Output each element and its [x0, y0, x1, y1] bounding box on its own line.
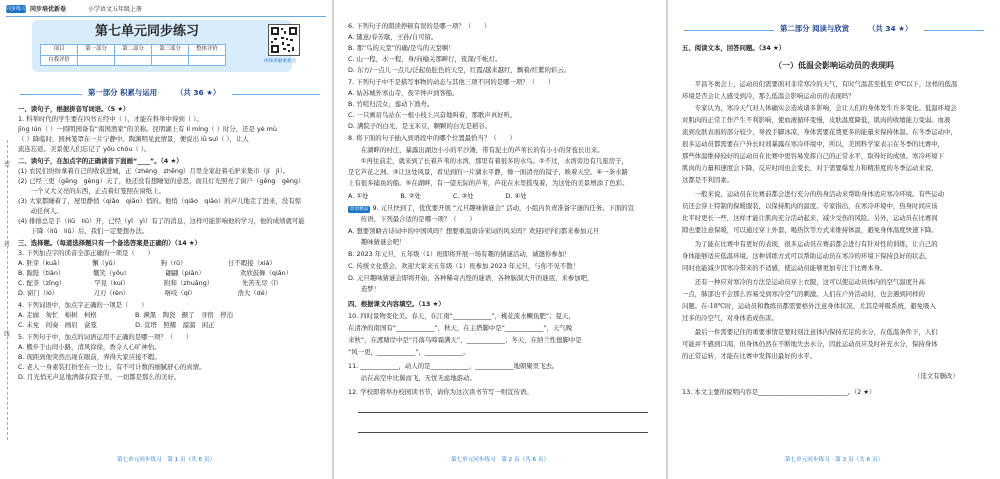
page-footer: 第七单元同步练习 第 2 页（共 6 页）: [450, 457, 550, 463]
passage-line: 上有很多捕鱼的船。⑤在湖畔，有一望无际的芦苇，芦花在水里摇曳着，为这处的美景增添了色彩。: [348, 179, 629, 187]
section-title: 第二部分 阅读与欣赏: [780, 24, 850, 33]
option-line: B. 现距到他突然出现在眼前，弄得大家应接不暇。: [18, 353, 161, 361]
table-cell[interactable]: [115, 55, 152, 66]
option-line: A. ①处 B. ②处 C. ③处 D. ④处: [348, 192, 527, 200]
section-title: 第一部分 积累与运用: [88, 88, 158, 97]
answer-line[interactable]: [358, 432, 648, 433]
option-line: A. 姑苏城外寒山寺，夜半钟声到客船。: [348, 89, 459, 97]
option-line: A. 想要领略古诗词中的中国风吗？想要重温唐诗宋词的风采吗？欢迎同学们都来参加元旦: [348, 227, 600, 235]
question-line: 一个又大又亮的东西，正点着灯笼照在窗纸上。: [18, 187, 165, 195]
section-rule: [20, 94, 82, 95]
section-rule: [232, 94, 320, 95]
option-line: A. 搬步于山间小路，清风徐徐，香令人心旷神怡。: [18, 343, 161, 351]
question-heading: 一、读句子，根据拼音写词语。（5 ★）: [18, 105, 130, 113]
section-header-1: [20, 88, 320, 100]
table-cell[interactable]: [189, 55, 226, 66]
article-line: 为了能在比赛中有更好的表现，很多运动员在赛前都会进行有针对性的训练，让自己的: [682, 240, 938, 248]
question-line: (2) 已经三更（gēng gèng）天了，他还没有想睡觉的意思，而且灯光照亮了窗户（gēng gèng）: [18, 177, 305, 185]
qr-caption: 视频讲解重难点: [263, 59, 297, 64]
question-line: 动任何人。: [18, 207, 63, 215]
option-line: D. 元旦趣味猜谜会即将开始，各种稀奇古怪的谜语，各种脑洞大开的谜底，来参加吧，: [348, 274, 594, 282]
question-line: 3. 下列加点字的读音全部正确的一项是（ ）: [18, 249, 154, 257]
question-heading: 二、读句子，在加点字的正确读音下面画“____”。（4 ★）: [18, 157, 183, 165]
question-line: (1) 农民们纷纷拿着自己的收获进城，正（zhèng zhēng）月里全家赶着毛驴来集市（jí jì）。: [18, 167, 290, 175]
option-line: A. 随意/春芳歇，王孙/自可留。: [348, 33, 438, 41]
option-line: B. 那“鸟的天堂”的确/是鸟的天堂啊！: [348, 44, 455, 52]
option-line: D. 东方/一点儿一点儿/泛起鱼肚色的天空，红霞/越来越红，飘着/红紫的彩云。: [348, 66, 571, 74]
passage-line: 是它芦花之洲。③让这处风景，看见到的一片湖水平静，像一面清亮的镜子，映着天空。④一条水路: [348, 168, 628, 176]
question-line: 8. 将下面的句子插入到语段中的哪个位置最恰当？（ ）: [348, 134, 516, 142]
page-2: [334, 0, 666, 479]
option-line: D. 窗门（ló） 刀刃（rèn） 咯吱（qí） 浩大（dé）: [18, 289, 272, 297]
option-line: A. 胚芽（kuā） 懈（yǔ） 狗（rǔ） 日不暇接（xiá）: [18, 259, 276, 267]
question-heading: 三、选择题。（每道选择题只有一个备选答案是正确的）（14 ★）: [18, 239, 201, 247]
question-line: 12. 学校即将举办校园读书节，请你为这次读书节写一则宣传语。: [348, 388, 533, 396]
self-eval-table: [40, 44, 226, 66]
question-line: 流连忘返。美景使人们忘记了 yōu chóu（ ）。: [18, 145, 151, 153]
table-cell[interactable]: [152, 55, 189, 66]
question-line: 站在高空中比翼而飞，无忧无虑地游动。: [348, 374, 476, 382]
article-title: （一）低温会影响运动员的表现吗: [774, 60, 894, 70]
article-line: 专家认为，寒冷天气对人体确实会造成诸多影响，会让人们的身体发生许多变化。低温环境会: [682, 104, 957, 112]
article-line: 同时也能减少因寒冷带来的不适感，使运动员能够更加专注于比赛本身。: [682, 264, 887, 272]
question-line: 6. 下列句子的朗读停顿有误的是哪一项？（ ）: [348, 22, 491, 30]
table-header-cell: 第二部分: [115, 45, 152, 56]
page-footer: 第七单元同步练习 第 3 页（共 6 页）: [784, 457, 884, 463]
article-source: （选文有删改）: [914, 372, 959, 380]
question-line: 5. 下列句子中，加点的词语运用不正确的是哪一项？（ ）: [18, 333, 193, 341]
unit-title: 第七单元同步练习: [94, 24, 199, 39]
article-line: 的正常运转，才能在比赛中发挥出最好的水平。: [682, 352, 817, 360]
section-rule: [684, 30, 774, 31]
option-line: A. 走廊 匆忙 棉树 柯格 B. 濒黑 陶瓷 颤了 寻宿 停泊: [18, 311, 233, 319]
article-line: 过多的冷空气，对身体造成伤害。: [682, 314, 778, 322]
table-header-cell: 项目: [41, 45, 78, 56]
question-line: 下降（liǔ liǔ）后，我们一定要想办法。: [18, 227, 149, 235]
question-line: 4. 下列词语中，加点字正确的一项是（ ）: [18, 301, 148, 309]
section-header-2: [684, 24, 984, 36]
question-line: “风一更，____________”，____________。: [348, 348, 470, 356]
seal-line: [7, 140, 8, 440]
section-score: （共 36 ★）: [176, 88, 221, 97]
question-line: (4) 排排总是手（liǔ liǔ）开，已经（yǐ yì）有了的消息，这样可能影响他的学习，他的成绩就可能: [18, 217, 305, 225]
header-badge: [6, 5, 26, 13]
article-line: 环境是否会让人感受到冷，那么低温会影响运动员的表现吗？: [682, 92, 855, 100]
article-line: 比平时更长一些，这样才能让肌肉充分活动起来，减少受伤的风险。另外，运动员在比赛间: [682, 214, 938, 222]
option-line: B. 2023 年元旦，五年级（1）班即将开展一场有趣的猜谜活动，诚邀你参加！: [348, 250, 571, 258]
question-line: [348, 204, 634, 214]
section-rule: [924, 30, 984, 31]
passage-line: 在湖畔的村庄，暴露出湖边小小的平沙滩，带有泥土的芦苇长的有小小的芽苞长出来。: [348, 146, 604, 154]
section-score: （共 34 ★）: [868, 24, 913, 33]
article-line: 问题。在-18℃时，运动员和教练员都需要格外注意身体状况，尤其是呼吸系统，避免吸入: [682, 302, 936, 310]
article-line: 对肌肉的正常工作产生不利影响，使血液循环变慢，皮肤温度降低，肌肉的收缩能力变弱。血液: [682, 116, 951, 124]
page-1: [0, 0, 332, 479]
question-text: 9. 元旦快到了，优优要开展 “元旦趣味猜谜会” 活动，小组内负责准备字谜的任务。下面的宣: [372, 204, 635, 212]
option-line: C. 山一程，水一程，身/向榆关那畔行，夜深/千帐灯。: [348, 55, 502, 63]
question-line: 13. 本文主要的说明内容是____________________________。（2 ★）: [682, 388, 876, 396]
article-line: 流到皮肤表面的部分较少，导致手脚冰凉，身体需要花费更多的能量来保持体温。在冬季运动中，: [682, 128, 957, 136]
question-line: 传语，下列最合适的是哪一项？（ ）: [348, 215, 476, 223]
page-3: [668, 0, 1000, 479]
option-line: B. 竹喧归浣女，莲动下渔舟。: [348, 100, 434, 108]
header-badge-label: 同步练习: [6, 6, 27, 12]
seal-char: 封: [4, 241, 11, 248]
question-line: 来秋”，在渡塘岸中是“月落乌啼霜满天”，____________；冬天，在纳兰性德脚中是: [348, 336, 582, 344]
option-line: D. 满院子的白光，是玉米豆，颗颗的白光是稻谷。: [348, 122, 492, 130]
passage-line: ①再往前走，就来到了长着芦苇的水湾，那里有着很多的水鸟。②不过，水湾旁边有几座房子，: [348, 157, 628, 165]
option-line: D. 月光悄无声息地洒落在院子里，一切都是那么的美好。: [18, 373, 181, 381]
question-heading: 五、阅读文本，回答问题。（34 ★）: [682, 44, 786, 52]
option-line: C. 未免 间奏 画眉 盒笼 D. 宣塔 照耀 溜溜 闲正: [18, 321, 215, 329]
article-line: 那些体温维持较好的运动员在比赛中更容易发挥自己的正常水平，取得好的成绩。寒冷环境下: [682, 152, 945, 160]
book-subject: 小学语文五年级上册: [88, 6, 143, 13]
question-heading: 四、根据课文内容填空。（13 ★）: [348, 300, 445, 308]
option-line: B. 跪陛（tiān） 慨笑（yōu） 翩翩（piān） 欢欣鼓舞（qiǎn）: [18, 269, 293, 277]
page-footer: 第七单元同步练习 第 1 页（共 6 页）: [116, 457, 216, 463]
article-line: 可能并不感到口渴，但身体仍然在不断地失去水分，因此运动员应及时补充水分，保持身体: [682, 340, 938, 348]
question-line: （ ）降临时，园林笼罩在一片宁静中。陶渊明见此情景，便说出 lǜ suì（ ），让人: [18, 135, 249, 143]
page-header-strip: [6, 4, 326, 17]
table-cell[interactable]: [78, 55, 115, 66]
question-line: 7. 下列句子中不是描写事物的动态与其他三项不同的是哪一项？（ ）: [348, 78, 555, 86]
article-line: 身体能够适应低温环境。这种训练方式可以帮助运动员在寒冷的环境下保持良好的状态，: [682, 252, 932, 260]
option-line: C. 配茶（zǐng） 罕見（kuí） 附和（zhuāng） 先苦无尽（ǐ）: [18, 279, 283, 287]
article-line: 这都是不利因素。: [682, 176, 734, 184]
original-tag: 原创精品: [350, 207, 369, 212]
article-line: 隙也要注意保暖，可以通过穿上外套、喝热饮等方式来维持体温，避免身体温度快速下降。: [682, 226, 938, 234]
answer-line[interactable]: [358, 412, 648, 413]
option-line: 造梦！: [348, 285, 380, 293]
option-line: C. 传统文化盛会，欢迎大家来五年级（1）班参加 2023 年元旦，与你不见不散！: [348, 262, 580, 270]
question-line: (3) 大家都睡着了，屋里静悄（qiǎo qiāo）悄的。他悄（qiǎo qiāo）的声儿地走了进来，没有惊: [18, 197, 301, 205]
question-line: 1. 科举时代的学生要在四书五经中（ ），才能在科举中得到（ ）。: [18, 115, 203, 123]
option-line: C. 老人一身素装打扮坐在一边上，有不可计数的细腻舒心的真情。: [18, 363, 206, 371]
article-line: 还有一种应对寒冷的方法是运动员穿上衣服，这可以使运动员体内的空气温度升高: [682, 278, 925, 286]
question-line: 在清净的南国有“____________”，秋天，在主塔脚中是“____________”，天气晚: [348, 324, 573, 332]
option-line: C. 一只画眉鸟站在一根小枝上兴奋地叫着，那歌声真好听。: [348, 111, 517, 119]
question-line: jīng lún（ ）一圆明园备有“南国渔家”的美称。昆明湖上有 lí míng（ ）时分，还是 yè mù: [18, 125, 277, 133]
table-header-cell: 第三部分: [152, 45, 189, 56]
article-line: 一般来说，运动员在比赛前都会进行充分的热身活动来帮助身体适应寒冷环境。有些运动: [682, 190, 945, 198]
question-line: 11. ____________，动人的是____________，____________地朝聚里飞去。: [348, 362, 559, 370]
table-header-cell: 第一部分: [78, 45, 115, 56]
article-line: 平昌冬奥会上，运动员们需要面对非常寒冷的天气，有时气温甚至低至 0℃以下，这样的低温: [682, 80, 958, 88]
unit-banner: [32, 20, 297, 72]
book-title: 同步培优新卷: [30, 6, 67, 13]
seal-char: 密: [4, 161, 11, 168]
qr-code-icon[interactable]: [268, 24, 300, 56]
article-line: 员还会穿上特制的保暖服装，以保持肌肉的温度。专家指出，在寒冷环境中，热身时间应该: [682, 202, 938, 210]
article-line: 一点，肺部也不会那么容易受到寒冷空气的刺激。人们在户外活动时，也会遇到同样的: [682, 290, 925, 298]
option-line: 趣味猜谜会吧！: [348, 238, 406, 246]
seal-char: 线: [4, 331, 11, 338]
table-row-label: 自我评价: [41, 55, 78, 66]
article-line: 最后一件需要记住的重要事情是要时刻注意体内保持充足的水分，在低温条件下，人们: [682, 328, 938, 336]
question-line: 10. 四时景物变化美。春天，在江南“____________”，桃花流水鳜鱼肥”；夏天，: [348, 312, 575, 320]
article-line: 肌肉的力量和速度会下降，反应时间也会变长，对于需要爆发力和精准度的冬季运动来说，: [682, 164, 938, 172]
table-header-cell: 整体评价: [189, 45, 226, 56]
article-line: 很多运动员都需要在户外长时间暴露在寒冷环境中，所以，美国科学家表示在冬季的比赛中，: [682, 140, 945, 148]
